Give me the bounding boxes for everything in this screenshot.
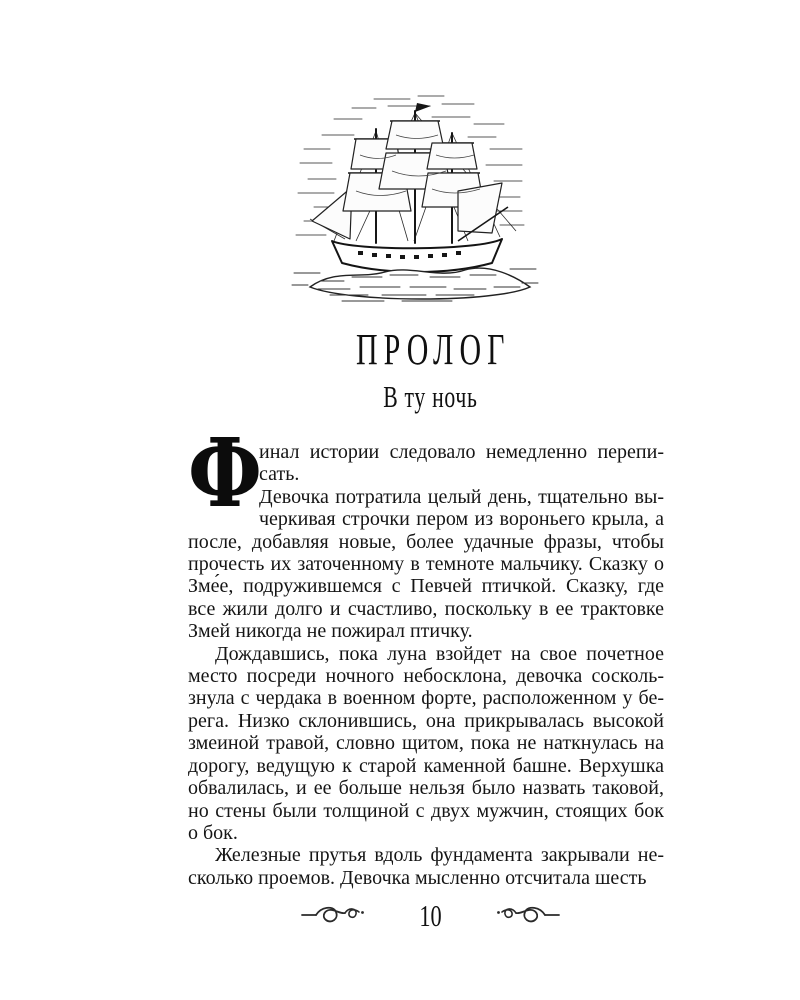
paragraph: Девочка потратила целый день, тщательно вычеркивая строчки пером из вороньего крыла, а после, добавляя новые, более удачные фразы, чтобы прочесть их заточенному в темноте мальчику. Сказку о Зме́е, подружившемся с Певчей птичкой. Сказку, где все жили долго и счастливо, поскольку в ее трактовке Змей никогда не пожирал птичку.: [188, 485, 664, 643]
paragraph: [188, 418, 664, 529]
paragraph: Дождавшись, пока луна взойдет на свое почетное место посреди ночного небосклона, девочка соскользнула с чердака в военном форте, расположенном у берега. Низко склонившись, она прикрывалась высокой змеиной травой, словно щитом, пока не наткнулась на дорогу, ведущую к старой каменной башне. Верхушка обвалилась, и ее больше нельзя было назвать таковой, но стены были толщиной с двух мужчин, стоящих бок о бок.: [188, 642, 664, 844]
chapter-heading: [30, 325, 800, 374]
sailing-ship-icon: [290, 90, 540, 312]
text-column: [188, 418, 664, 889]
page-footer: [30, 898, 800, 933]
scroll-flourish-icon: [301, 903, 365, 929]
chapter-title: ПРОЛОГ: [355, 325, 511, 374]
chapter-subheading: [30, 381, 800, 412]
page-number: 10: [418, 898, 442, 933]
paragraph-text: инал истории следовало немедленно переписать.: [259, 441, 664, 486]
dropcap-letter: Ф: [188, 418, 262, 529]
paragraph: Железные прутья вдоль фундамента закрывали несколько проемов. Девочка мысленно отсчитала шесть: [188, 844, 664, 889]
scroll-flourish-icon: [496, 903, 560, 929]
chapter-subtitle: В ту ночь: [382, 379, 478, 414]
sailing-ship-illustration: [290, 90, 540, 312]
